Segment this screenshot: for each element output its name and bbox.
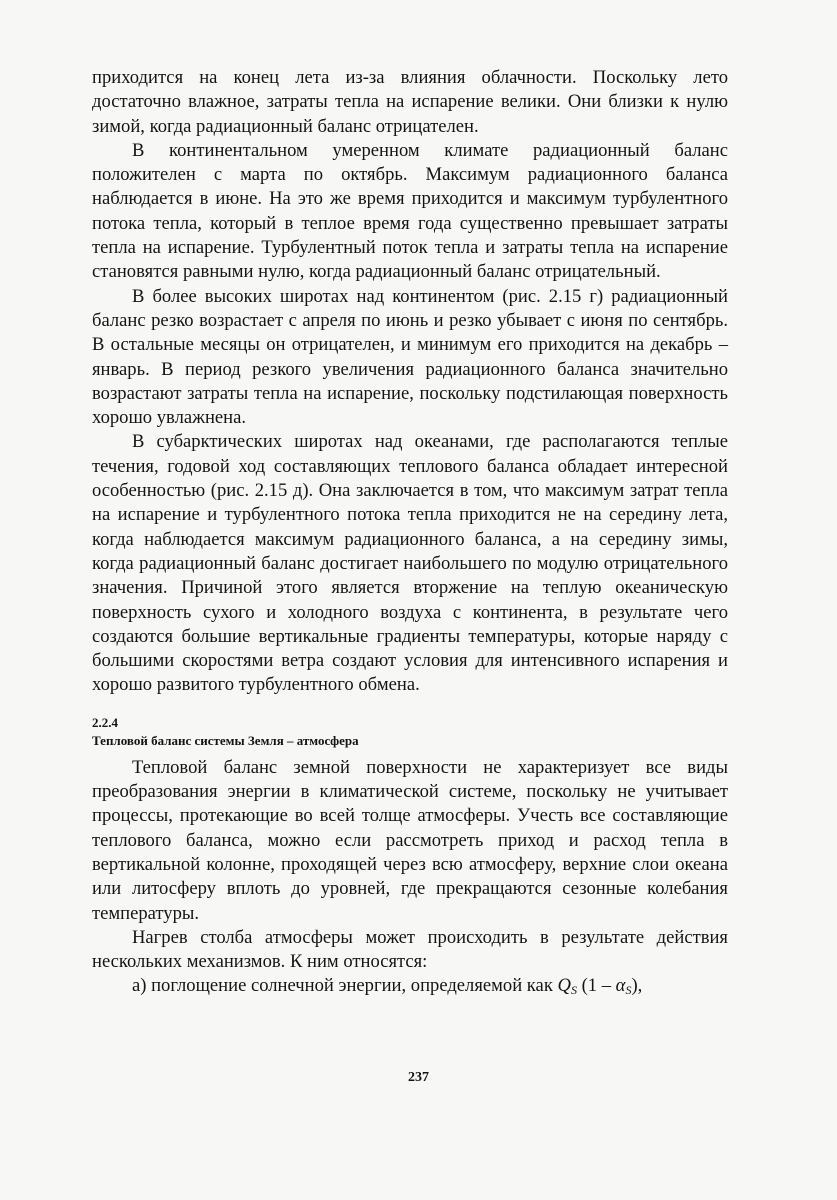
section-title: Тепловой баланс системы Земля – атмосфера bbox=[92, 732, 359, 748]
paragraph: В континентальном умеренном климате радиационный баланс положителен с марта по октябрь. Максимум радиационного баланса наблюдается в июне. На это же время приходится и максимум турбулентного потока тепла, который в теплое время года существенно превышает затраты тепла на испарение. Турбулентный поток тепла и затраты тепла на испарение становятся равными нулю, когда радиационный баланс отрицательный. bbox=[92, 139, 728, 283]
formula-q-subscript: S bbox=[570, 983, 577, 998]
page-number: 237 bbox=[408, 1070, 429, 1085]
paragraph: Тепловой баланс земной поверхности не характеризует все виды преобразования энергии в климатической системе, поскольку не учитывает процессы, протекающие во всей толще атмосферы. Учесть все составляющие теплового баланса, можно если рассмотреть приход и расход тепла в вертикальной колонне, проходящей через всю атмосферу, верхние слои океана или литосферу вплоть до уровней, где прекращаются сезонные колебания температуры. bbox=[92, 756, 728, 924]
paragraph: приходится на конец лета из-за влияния облачности. Поскольку лето достаточно влажное, затраты тепла на испарение велики. Они близки к нулю зимой, когда радиационный баланс отрицателен. bbox=[92, 67, 728, 137]
page-body bbox=[92, 66, 728, 1003]
formula-alpha-subscript: S bbox=[625, 983, 632, 998]
paragraph: В субарктических широтах над океанами, где располагаются теплые течения, годовой ход составляющих теплового баланса обладает интересной особенностью (рис. 2.15 д). Она заключается в том, что максимум затрат тепла на испарение и турбулентного потока тепла приходится не на середину лета, когда наблюдается максимум радиационного баланса, а на середину зимы, когда радиационный баланс достигает наибольшего по модулю отрицательного значения. Причиной этого является вторжение на теплую океаническую поверхность сухого и холодного воздуха с континента, в результате чего создаются большие вертикальные градиенты температуры, которые наряду с большими скоростями ветра создают условия для интенсивного испарения и хорошо развитого турбулентного обмена. bbox=[92, 431, 728, 696]
paragraph: В более высоких широтах над континентом (рис. 2.15 г) радиационный баланс резко возрастает с апреля по июнь и резко убывает с июня по сентябрь. В остальные месяцы он отрицателен, и минимум его приходится на декабрь – январь. В период резкого увеличения радиационного баланса значительно возрастают затраты тепла на испарение, поскольку подстилающая поверхность хорошо увлажнена. bbox=[92, 285, 728, 429]
list-item-text: а) поглощение солнечной энергии, определяемой как bbox=[132, 975, 558, 997]
formula-end: ), bbox=[631, 975, 643, 997]
formula-q: Q bbox=[557, 975, 571, 997]
formula-alpha: α bbox=[615, 975, 626, 997]
section-number: 2.2.4 bbox=[92, 714, 118, 730]
formula-mid: (1 – bbox=[576, 975, 616, 997]
paragraph: Нагрев столба атмосферы может происходить в результате действия нескольких механизмов. К ним относятся: bbox=[92, 926, 728, 973]
list-item bbox=[92, 974, 728, 1002]
